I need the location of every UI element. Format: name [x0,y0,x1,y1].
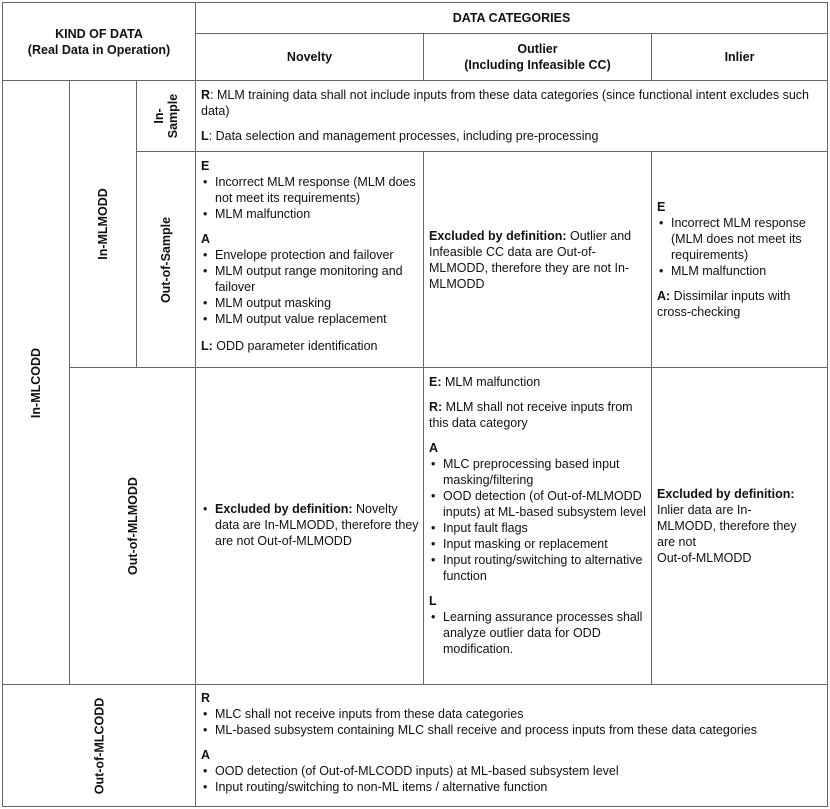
oom-outlier-cell: E: MLM malfunction R: MLM shall not receive inputs from this data category A • MLC preprocessing based input masking/filtering • OOD detection (of Out-of-MLMODD inputs) at ML-based subsystem level • Input fault flags • Input masking or replacement • Input routing/switching to alternative function L • Learning assurance processes shall analyze outlier data for ODD modification. [429,374,647,657]
oom-outlier-learning [429,609,647,657]
list-item: • Envelope protection and failover [201,247,419,263]
kind-of-data-header [3,3,195,80]
list-item: • Input routing/switching to alternative function [429,552,647,584]
oos-novelty-learning: L: ODD parameter identification [201,339,378,353]
data-categories-header: DATA CATEGORIES [452,11,571,25]
in-sample-content [201,87,821,144]
oom-inlier-cell: Excluded by definition: Inlier data are In- MLMODD, therefore they are not Out-of-MLMODD [657,487,797,565]
outlier-title: Outlier [517,42,558,56]
list-item: • Incorrect MLM response (MLM does not meet its requirements) [657,215,825,263]
row-label-in-mlmodd: In-MLMODD [96,188,111,260]
list-item: • MLM malfunction [201,206,419,222]
oos-novelty-cell: E • Incorrect MLM response (MLM does not meet its requirements) • MLM malfunction A • Envelope protection and failover • MLM output range monitoring and failover • MLM output masking • MLM output value replacement L: ODD parameter identification [201,158,419,354]
row-label-out-of-mlmodd: Out-of-MLMODD [125,477,140,575]
column-header-outlier [424,34,651,80]
oom-novelty-cell [201,501,419,549]
column-header-inlier: Inlier [724,50,755,64]
in-sample-requirement: R: MLM training data shall not include inputs from these data categories (since functional intent excludes such data) [201,88,809,118]
grid-line [651,151,652,685]
grid-line [195,2,196,807]
list-item: • MLM output value replacement [201,311,419,327]
list-item: • Input fault flags [429,520,647,536]
grid-line [423,151,424,685]
oos-outlier-cell: Excluded by definition: Outlier and Infeasible CC data are Out-of-MLMODD, therefore they are not In-MLMODD [429,229,632,291]
list-item: • MLM output masking [201,295,419,311]
list-item: • OOD detection (of Out-of-MLMODD inputs) at ML-based subsystem level [429,488,647,520]
out-mlcodd-requirements [201,706,825,738]
row-label-out-of-sample: Out-of-Sample [159,216,174,303]
row-label-in-mlcodd: In-MLCODD [29,347,43,418]
row-label-out-of-mlcodd: Out-of-MLCODD [92,697,106,794]
list-item: • Input routing/switching to non-ML items / alternative function [201,779,825,795]
list-item: • Input masking or replacement [429,536,647,552]
oos-novelty-architecture [201,247,419,327]
list-item: • Incorrect MLM response (MLM does not meet its requirements) [201,174,419,206]
border-bottom [2,806,828,807]
column-header-novelty: Novelty [286,50,333,64]
kind-of-data-title: KIND OF DATA [55,26,143,41]
oom-outlier-architecture [429,456,647,584]
list-item: • MLC preprocessing based input masking/filtering [429,456,647,488]
list-item: • Learning assurance processes shall analyze outlier data for ODD modification. [429,609,647,657]
row-label-in-sample: In- Sample [152,93,180,139]
list-item: • OOD detection (of Out-of-MLCODD inputs) at ML-based subsystem level [201,763,825,779]
border-right [827,2,828,807]
oos-novelty-effects [201,174,419,222]
outlier-subtitle: (Including Infeasible CC) [464,58,611,72]
in-sample-learning: L: Data selection and management processes, including pre-processing [201,129,599,143]
oos-inlier-architecture: A: Dissimilar inputs with cross-checking [657,289,791,319]
oos-inlier-cell: E • Incorrect MLM response (MLM does not meet its requirements) • MLM malfunction A: Dissimilar inputs with cross-checking [657,199,825,320]
list-item: • MLM output range monitoring and failover [201,263,419,295]
list-item: • MLC shall not receive inputs from these data categories [201,706,825,722]
list-item: • Excluded by definition: Novelty data are In-MLMODD, therefore they are not Out-of-MLMODD [201,501,419,549]
out-mlcodd-cell: R • MLC shall not receive inputs from these data categories • ML-based subsystem containing MLC shall receive and process inputs from these data categories A • OOD detection (of Out-of-MLCODD inputs) at ML-based subsystem level • Input routing/switching to non-ML items / alternative function [201,690,825,795]
list-item: • ML-based subsystem containing MLC shall receive and process inputs from these data categories [201,722,825,738]
oos-inlier-effects [657,215,825,279]
out-mlcodd-architecture [201,763,825,795]
kind-of-data-subtitle: (Real Data in Operation) [27,42,171,57]
list-item: • MLM malfunction [657,263,825,279]
grid-line [136,151,828,152]
